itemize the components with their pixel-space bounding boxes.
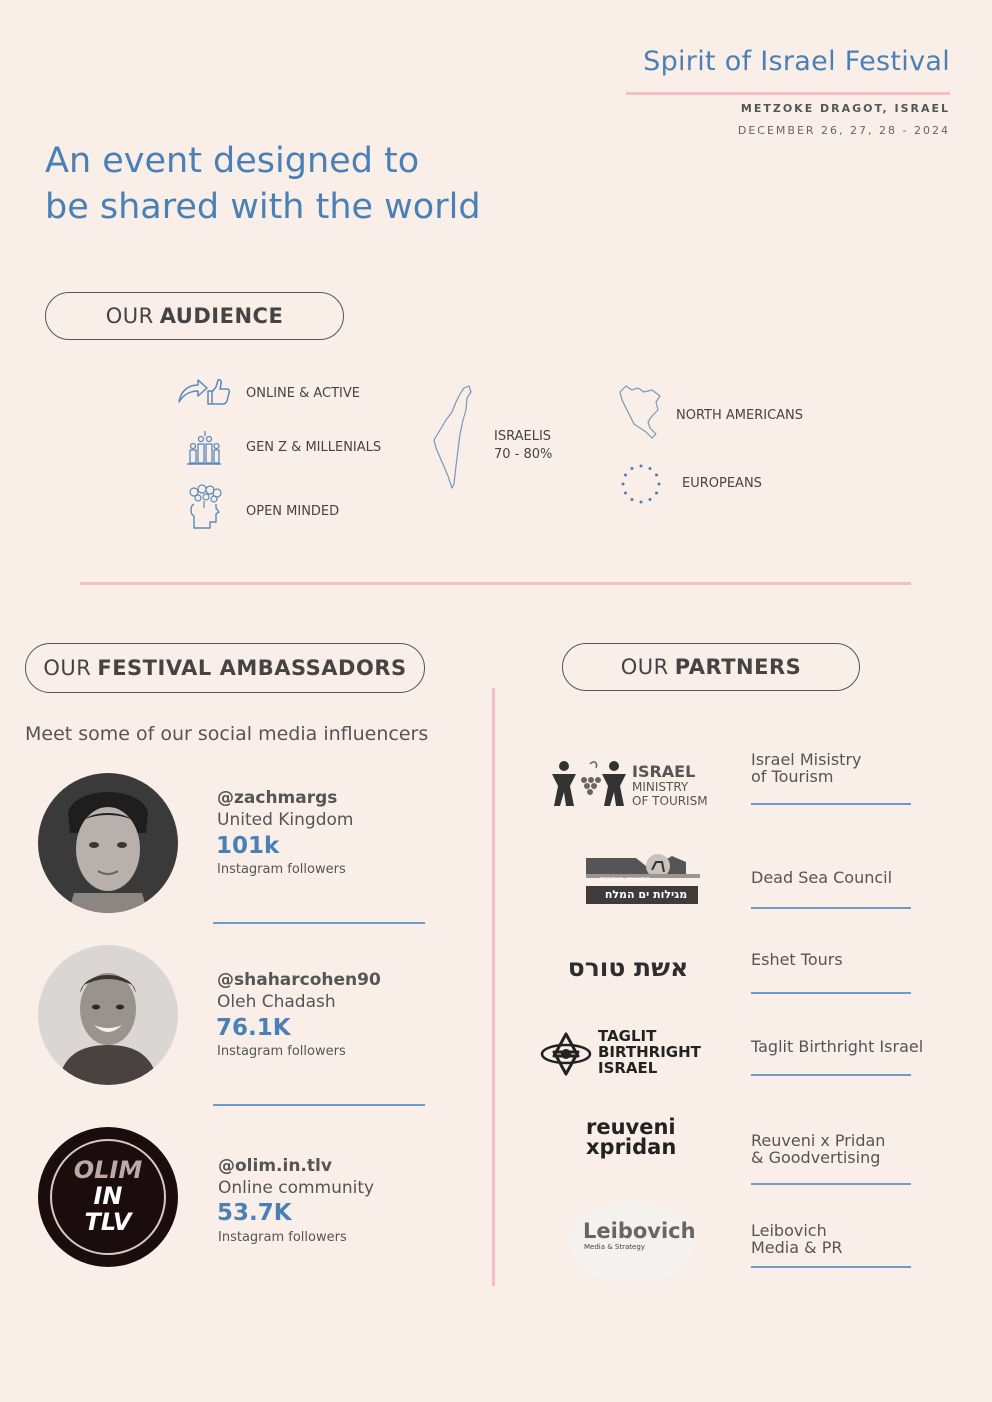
- followers-label: Instagram followers: [217, 1044, 346, 1059]
- eshet-tours-logo: אשת טורס: [567, 952, 689, 982]
- taglit-logo: [536, 1028, 712, 1078]
- ambassadors-intro: Meet some of our social media influencers: [25, 723, 429, 745]
- partner-name: [751, 1132, 885, 1166]
- taglit-logo-line-1: TAGLIT: [598, 1027, 657, 1045]
- ambassador-handle: @shaharcohen90: [217, 970, 381, 990]
- dead-sea-logo-main-text: מגילות ים המלח: [604, 888, 688, 901]
- ambassador-origin: United Kingdom: [217, 810, 354, 830]
- partner-name: Dead Sea Council: [751, 868, 893, 887]
- followers-label: Instagram followers: [217, 862, 346, 877]
- our-audience-heading: [45, 292, 344, 340]
- tourism-logo-line-2: MINISTRY: [632, 780, 689, 794]
- avatar-olim-in-tlv: [38, 1127, 178, 1267]
- section-divider: [80, 582, 911, 585]
- tourism-logo-figures-icon: [550, 756, 628, 808]
- audience-label-open: OPEN MINDED: [246, 504, 340, 519]
- pill-light-text: OUR: [620, 655, 669, 679]
- partner-name-line-2: & Goodvertising: [751, 1148, 881, 1167]
- group-icon: [184, 428, 236, 468]
- taglit-logo-line-3: ISRAEL: [598, 1059, 658, 1077]
- ambassador-handle: @olim.in.tlv: [218, 1156, 332, 1176]
- ambassador-origin: Online community: [218, 1178, 375, 1198]
- israelis-label: ISRAELIS: [494, 429, 552, 444]
- europeans-label: EUROPEANS: [682, 476, 762, 491]
- partner-name: Eshet Tours: [751, 950, 843, 969]
- partner-divider: [751, 1183, 911, 1185]
- audience-label-genz: GEN Z & MILLENIALS: [246, 440, 382, 455]
- partner-divider: [751, 1266, 911, 1268]
- our-partners-heading: [562, 643, 860, 691]
- audience-label-online: ONLINE & ACTIVE: [246, 386, 360, 401]
- ambassador-origin: Oleh Chadash: [217, 992, 336, 1012]
- eu-stars-icon: [620, 463, 662, 509]
- olim-logo-line-3: TLV: [84, 1208, 132, 1236]
- partner-divider: [751, 1074, 911, 1076]
- partner-name: [751, 1222, 842, 1256]
- ambassador-divider: [213, 1104, 425, 1106]
- avatar-zachmargs: [38, 773, 178, 913]
- partner-name-line-2: Media & PR: [751, 1238, 843, 1257]
- tourism-logo-line-1: ISRAEL: [632, 762, 696, 781]
- event-dates: DECEMBER 26, 27, 28 - 2024: [737, 124, 950, 137]
- reuveni-logo-line-1: reuveni: [586, 1115, 676, 1139]
- ambassador-divider: [213, 922, 425, 924]
- tourism-logo-line-3: OF TOURISM: [632, 794, 708, 808]
- israelis-percentage: 70 - 80%: [494, 447, 553, 462]
- partner-divider: [751, 992, 911, 994]
- partner-divider: [751, 907, 911, 909]
- pill-bold-text: FESTIVAL AMBASSADORS: [97, 656, 407, 680]
- pill-light-text: OUR: [105, 304, 154, 328]
- partner-name-line-1: Reuveni x Pridan: [751, 1131, 886, 1150]
- ambassador-handle: @zachmargs: [217, 788, 338, 808]
- olim-logo-line-1: OLIM: [73, 1156, 143, 1184]
- leibovich-logo-text: Leibovich: [583, 1219, 696, 1243]
- pill-bold-text: AUDIENCE: [159, 304, 284, 328]
- israel-map-icon: [430, 384, 476, 496]
- pill-light-text: OUR: [43, 656, 92, 680]
- festival-title: Spirit of Israel Festival: [643, 46, 950, 77]
- partner-name-line-1: Leibovich: [751, 1221, 827, 1240]
- follower-count: 101k: [216, 833, 280, 859]
- mind-icon: [184, 484, 236, 524]
- taglit-logo-star-icon: [536, 1032, 596, 1076]
- partner-name: Taglit Birthright Israel: [751, 1037, 924, 1056]
- olim-logo-line-2: IN: [93, 1182, 123, 1210]
- reuveni-logo-line-2: xpridan: [586, 1135, 677, 1159]
- share-like-icon: [176, 374, 228, 414]
- pill-bold-text: PARTNERS: [674, 655, 802, 679]
- event-location: METZOKE DRAGOT, ISRAEL: [740, 102, 950, 115]
- dead-sea-logo: [586, 852, 700, 906]
- partner-name-line-2: of Tourism: [751, 767, 834, 786]
- follower-count: 76.1K: [216, 1015, 291, 1041]
- partner-name: [751, 751, 862, 785]
- followers-label: Instagram followers: [218, 1230, 347, 1245]
- partner-divider: [751, 803, 911, 805]
- partner-name-line-1: Israel Misistry: [751, 750, 862, 769]
- column-divider: [492, 688, 495, 1286]
- headline-line-1: An event designed to: [45, 141, 420, 181]
- tourism-logo: [550, 754, 720, 810]
- leibovich-logo-subtext: Media & Strategy: [584, 1243, 645, 1251]
- reuveni-pridan-logo: [586, 1117, 686, 1161]
- headline-line-2: be shared with the world: [45, 187, 481, 227]
- follower-count: 53.7K: [217, 1200, 292, 1226]
- title-divider: [626, 92, 950, 95]
- our-ambassadors-heading: [25, 643, 425, 693]
- taglit-logo-line-2: BIRTHRIGHT: [598, 1043, 701, 1061]
- avatar-shaharcohen90: [38, 945, 178, 1085]
- north-americans-label: NORTH AMERICANS: [676, 408, 804, 423]
- dead-sea-logo-small-text: המועצה האזורית: [600, 875, 651, 883]
- north-america-map-icon: [618, 384, 664, 444]
- headline: [45, 138, 565, 230]
